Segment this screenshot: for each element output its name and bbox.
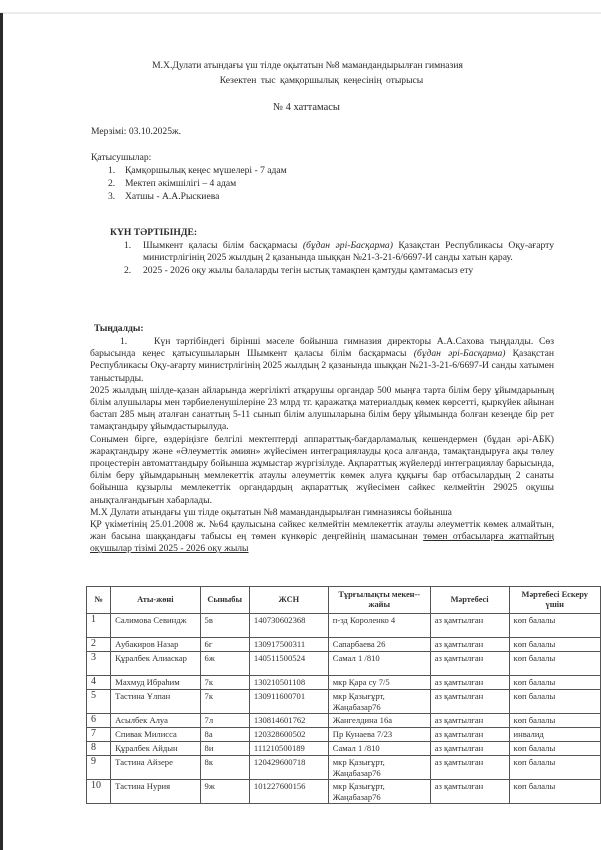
col-header-name: Аты-жөні bbox=[111, 587, 200, 614]
meeting-date: Мерзімі: 03.10.2025ж. bbox=[91, 126, 182, 137]
table-header-row bbox=[87, 587, 601, 614]
cell-address: Самал 1 /810 bbox=[328, 742, 430, 756]
cell-num: 2 bbox=[87, 638, 111, 652]
table-row bbox=[87, 676, 601, 690]
table-row bbox=[87, 742, 601, 756]
cell-note: инвалид bbox=[509, 728, 600, 742]
cell-name: Асылбек Алуа bbox=[111, 714, 200, 728]
cell-status: аз қамтылған bbox=[430, 728, 509, 742]
participants-list bbox=[108, 164, 287, 203]
participants-label: Қатысушылар: bbox=[91, 152, 152, 163]
cell-num: 9 bbox=[87, 756, 111, 780]
cell-class: 7к bbox=[200, 690, 249, 714]
participant-item: 2. Мектеп әкімшілігі – 4 адам bbox=[108, 178, 237, 189]
cell-status: аз қамтылған bbox=[430, 676, 509, 690]
table-row bbox=[87, 714, 601, 728]
cell-address: мкр Қазығұрт, Жаңабазар76 bbox=[328, 756, 430, 780]
col-header-num: № bbox=[87, 587, 111, 614]
cell-iin: 111210500189 bbox=[249, 742, 328, 756]
cell-note: көп балалы bbox=[509, 690, 600, 714]
cell-note: көп балалы bbox=[509, 756, 600, 780]
cell-iin: 140730602368 bbox=[249, 614, 328, 638]
cell-iin: 120429600718 bbox=[249, 756, 328, 780]
cell-class: 8и bbox=[200, 742, 249, 756]
cell-status: аз қамтылған bbox=[430, 756, 509, 780]
cell-status: аз қамтылған bbox=[430, 614, 509, 638]
school-name: М.Х.Дулати атындағы үш тілде оқытатын №8 мамандандырылған гимназия bbox=[152, 60, 463, 71]
cell-address: Жангелдина 16а bbox=[328, 714, 430, 728]
cell-iin: 140511500524 bbox=[249, 652, 328, 676]
cell-address: Сапарбаева 26 bbox=[328, 638, 430, 652]
cell-name: Махмуд Ибраһим bbox=[111, 676, 200, 690]
paragraph: Сонымен бірге, өздеріңізге белгілі мектептерді аппараттық-бағдарламалық кешендермен (бұдан әрі-АБК) жарақтандыру және «Әлеуметтік әмиян» жүйесімен интеграциялауды қоса алғанда, тамақтандыруға ақы төлеу процестерін автоматтандыру бойынша жұмыстар жүргізілуде. Ақпараттық жүйелерді интеграциялау барысында, білім беру ұйымдарының мемлекеттік атаулы әлеуметтік көмек алуға құқығы бар отбасылардың 2 санаты бойынша құзырлы мемлекеттік органдардың ақпараттық жүйесімен сәйкес келмейтін 29025 оқушы анықталғандығын хабарлады. bbox=[90, 433, 554, 506]
cell-address: мкр Қара су 7/5 bbox=[328, 676, 430, 690]
agenda-item: 2. 2025 - 2026 оқу жылы балаларды тегін ыстық тамақпен қамтуды қамтамасыз ету bbox=[124, 265, 474, 276]
cell-num: 6 bbox=[87, 714, 111, 728]
paragraph: М.Х Дулати атындағы үш тілде оқытатын №8 мамандандырылған гимназиясы бойынша bbox=[90, 506, 452, 518]
cell-address: п-зд Короленко 4 bbox=[328, 614, 430, 638]
cell-class: 7л bbox=[200, 714, 249, 728]
cell-note: көп балалы bbox=[509, 780, 600, 804]
cell-status: аз қамтылған bbox=[430, 690, 509, 714]
cell-class: 8а bbox=[200, 728, 249, 742]
cell-name: Аубакиров Назар bbox=[111, 638, 200, 652]
students-table bbox=[86, 586, 601, 804]
cell-iin: 130814601762 bbox=[249, 714, 328, 728]
minutes-body bbox=[90, 336, 554, 556]
cell-num: 10 bbox=[87, 780, 111, 804]
cell-iin: 130911600701 bbox=[249, 690, 328, 714]
cell-num: 5 bbox=[87, 690, 111, 714]
cell-note: көп балалы bbox=[509, 638, 600, 652]
col-header-address: Тұрғылықты мекен-- жайы bbox=[328, 587, 430, 614]
cell-class: 8к bbox=[200, 756, 249, 780]
cell-iin: 130210501108 bbox=[249, 676, 328, 690]
cell-num: 3 bbox=[87, 652, 111, 676]
table-body bbox=[87, 614, 601, 804]
cell-status: аз қамтылған bbox=[430, 652, 509, 676]
table-row bbox=[87, 638, 601, 652]
table-row bbox=[87, 780, 601, 804]
cell-name: Құралбек Айдын bbox=[111, 742, 200, 756]
cell-name: Тастина Нурия bbox=[111, 780, 200, 804]
table-row bbox=[87, 756, 601, 780]
col-header-iin: ЖСН bbox=[249, 587, 328, 614]
cell-num: 1 bbox=[87, 614, 111, 638]
cell-note: көп балалы bbox=[509, 652, 600, 676]
table-row bbox=[87, 690, 601, 714]
cell-num: 7 bbox=[87, 728, 111, 742]
cell-status: аз қамтылған bbox=[430, 780, 509, 804]
cell-name: Тастина Айзере bbox=[111, 756, 200, 780]
cell-iin: 130917500311 bbox=[249, 638, 328, 652]
participant-item: 3. Хатшы - А.А.Рыскиева bbox=[108, 191, 220, 202]
agenda-title: КҮН ТӘРТІБІНДЕ: bbox=[110, 227, 198, 238]
cell-address: мкр Қазығұрт, Жаңабазар76 bbox=[328, 780, 430, 804]
heard-title: Тыңдалды: bbox=[94, 323, 144, 334]
protocol-title: № 4 хаттамасы bbox=[273, 102, 340, 113]
cell-note: көп балалы bbox=[509, 676, 600, 690]
cell-note: көп балалы bbox=[509, 742, 600, 756]
paragraph: 1. Күн тәртібіндегі бірінші мәселе бойынша гимназия директоры А.А.Сахова тыңдалды. Сөз барысында кеңес қатысушыларын Шымкент қаласы білім басқармасы (бұдан әрі-Басқарма) Қазақстан Республикасы Оқу-ағарту министрлігінің 2025 жылдың 2 қазанында шыққан №21-3-21-6/6697-И санды хатымен таныстырды. bbox=[90, 336, 554, 384]
cell-num: 8 bbox=[87, 742, 111, 756]
paragraph: ҚР үкіметінің 25.01.2008 ж. №64 қаулысына сәйкес келмейтін мемлекеттік атаулы әлеуметтік көмек алмайтын, жан басына шаққандағы табысы ең төмен күнкөріс деңгейінің шамасынан төмен отбасыларға жатпайтың оқушылар тізімі 2025 - 2026 оқу жылы bbox=[90, 519, 554, 555]
agenda-item: 1. Шымкент қаласы білім басқармасы (бұдан әрі-Басқарма) Қазақстан Республикасы Оқу-ағарту министрлігінің 2025 жылдың 2 қазанында шыққан №21-3-21-6/6697-И санды хатын қарау. bbox=[124, 240, 554, 263]
cell-name: Салимова Севиндж bbox=[111, 614, 200, 638]
cell-class: 9ж bbox=[200, 780, 249, 804]
cell-class: 7к bbox=[200, 676, 249, 690]
meeting-title: Кезектен тыс қамқоршылық кеңесінің отырысы bbox=[219, 75, 424, 86]
cell-status: аз қамтылған bbox=[430, 638, 509, 652]
cell-name: Құралбек Алиаскар bbox=[111, 652, 200, 676]
cell-class: 6г bbox=[200, 638, 249, 652]
cell-status: аз қамтылған bbox=[430, 742, 509, 756]
cell-status: аз қамтылған bbox=[430, 714, 509, 728]
cell-name: Тастина Ұлпан bbox=[111, 690, 200, 714]
agenda-list bbox=[124, 240, 554, 277]
col-header-note: Мәртебесі Ескеру үшін bbox=[509, 587, 600, 614]
cell-address: Пр Кунаева 7/23 bbox=[328, 728, 430, 742]
cell-iin: 120328600502 bbox=[249, 728, 328, 742]
paragraph: 2025 жылдың шілде-қазан айларында жергілікті атқарушы органдар 500 мыңға тарта білім беру ұйымдарының білім алушылары мен тәрбиеленушілеріне 23 млрд тг. қаражатқа материалдық көмек көрсетті, қыркүйек айынан бастап 285 мың аталған санаттың 5-11 сынып білім алушыларына білім беру ұйымында болған кезеңде бір рет тамақтандыру ұйымдастырылуда. bbox=[90, 384, 554, 433]
table-row bbox=[87, 652, 601, 676]
cell-class: 6ж bbox=[200, 652, 249, 676]
cell-num: 4 bbox=[87, 676, 111, 690]
cell-address: мкр Қазығұрт, Жаңабазар76 bbox=[328, 690, 430, 714]
cell-iin: 101227600156 bbox=[249, 780, 328, 804]
col-header-class: Сыныбы bbox=[200, 587, 249, 614]
table-row bbox=[87, 728, 601, 742]
cell-address: Самал 1 /810 bbox=[328, 652, 430, 676]
participant-item: 1. Қамқоршылық кеңес мүшелері - 7 адам bbox=[108, 165, 287, 176]
cell-name: Спивак Милисса bbox=[111, 728, 200, 742]
cell-note: көп балалы bbox=[509, 714, 600, 728]
col-header-status: Мәртебесі bbox=[430, 587, 509, 614]
cell-note: көп балалы bbox=[509, 614, 600, 638]
cell-class: 5в bbox=[200, 614, 249, 638]
table-row bbox=[87, 614, 601, 638]
